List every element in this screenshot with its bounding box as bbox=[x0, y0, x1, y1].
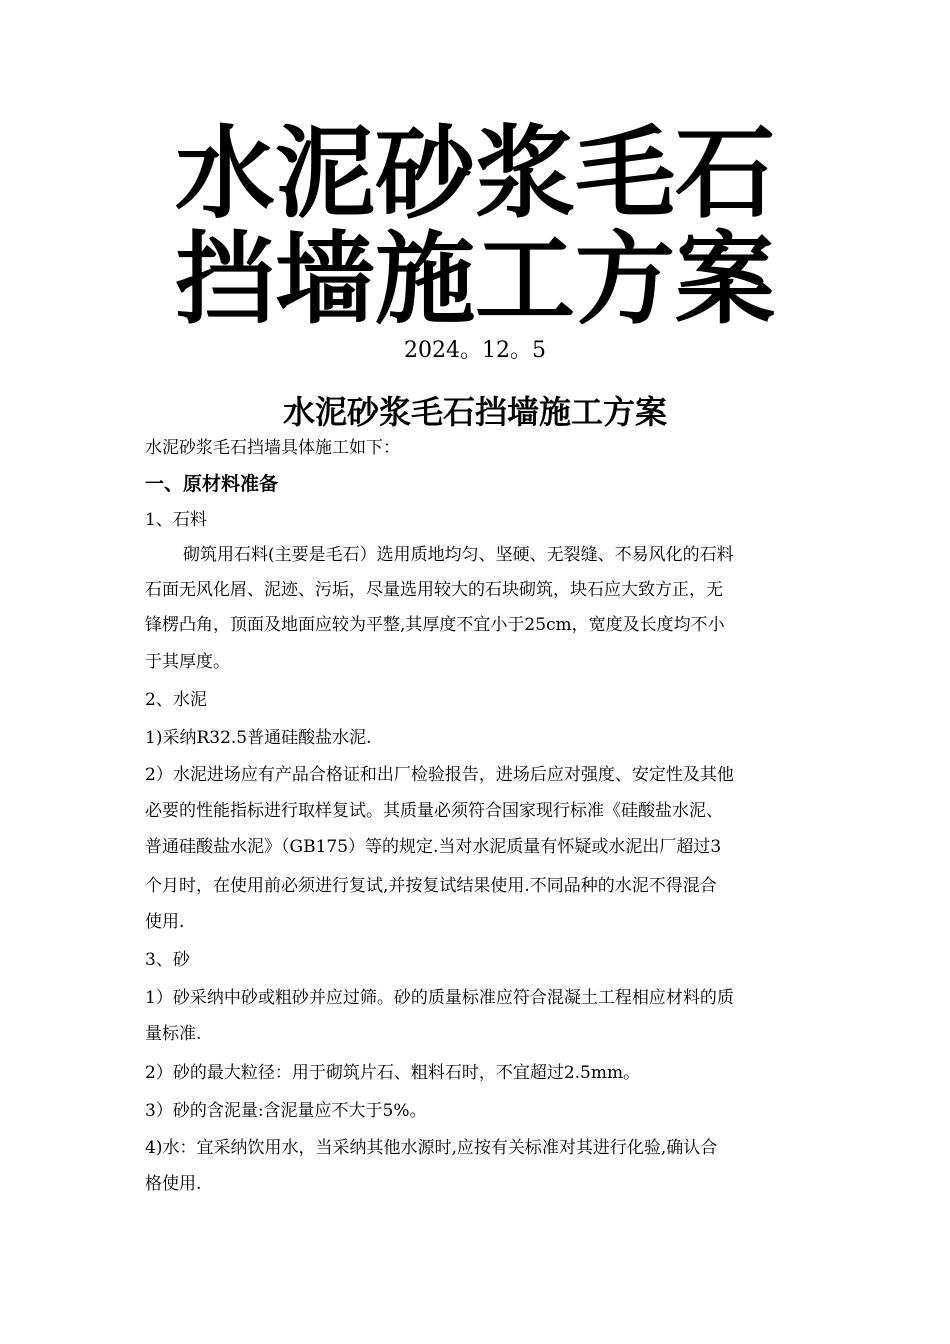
item1-line: 于其厚度。 bbox=[145, 652, 230, 672]
section1-heading: 一、原材料准备 bbox=[145, 473, 279, 495]
item3-paragraph1-line: 1）砂采纳中砂或粗砂并应过筛。砂的质量标准应符合混凝土工程相应材料的质 bbox=[145, 988, 734, 1008]
item3-paragraph2: 2）砂的最大粒径：用于砌筑片石、粗料石时，不宜超过2.5mm。 bbox=[145, 1063, 641, 1083]
cover-title-line1: 水泥砂浆毛石 bbox=[175, 115, 775, 232]
item2-heading: 2、水泥 bbox=[145, 690, 207, 710]
item1-line: 石面无风化屑、泥迹、污垢，尽量选用较大的石块砌筑，块石应大致方正，无 bbox=[145, 580, 723, 600]
item1-line: 砌筑用石料(主要是毛石）选用质地均匀、坚硬、无裂缝、不易风化的石料 bbox=[183, 545, 734, 565]
item2-paragraph1: 1)采纳R32.5普通硅酸盐水泥. bbox=[145, 728, 372, 748]
item2-paragraph2-line: 2）水泥进场应有产品合格证和出厂检验报告，进场后应对强度、安定性及其他 bbox=[145, 765, 734, 785]
item3-paragraph1-line: 量标准. bbox=[145, 1024, 202, 1044]
document-title: 水泥砂浆毛石挡墙施工方案 bbox=[282, 393, 667, 431]
item1-line: 锋楞凸角，顶面及地面应较为平整,其厚度不宜小于25cm，宽度及长度均不小 bbox=[145, 615, 725, 635]
item4-line: 4)水：宜采纳饮用水，当采纳其他水源时,应按有关标准对其进行化验,确认合 bbox=[145, 1138, 718, 1158]
item2-paragraph2-line: 普通硅酸盐水泥》（GB175）等的规定.当对水泥质量有怀疑或水泥出厂超过3 bbox=[145, 837, 722, 857]
item3-paragraph3: 3）砂的含泥量:含泥量应不大于5%。 bbox=[145, 1101, 427, 1121]
item4-line: 格使用. bbox=[145, 1174, 202, 1194]
cover-title-line2: 挡墙施工方案 bbox=[175, 221, 775, 338]
item3-heading: 3、砂 bbox=[145, 950, 190, 970]
intro-text: 水泥砂浆毛石挡墙具体施工如下： bbox=[145, 438, 400, 458]
item1-heading: 1、石料 bbox=[145, 510, 207, 530]
item2-paragraph2-line: 必要的性能指标进行取样复试。其质量必须符合国家现行标准《硅酸盐水泥、 bbox=[145, 801, 723, 821]
item2-paragraph2-line: 使用. bbox=[145, 912, 185, 932]
item2-paragraph2-line: 个月时，在使用前必须进行复试,并按复试结果使用.不同品种的水泥不得混合 bbox=[145, 876, 717, 896]
cover-date: 2024。12。5 bbox=[404, 338, 546, 363]
